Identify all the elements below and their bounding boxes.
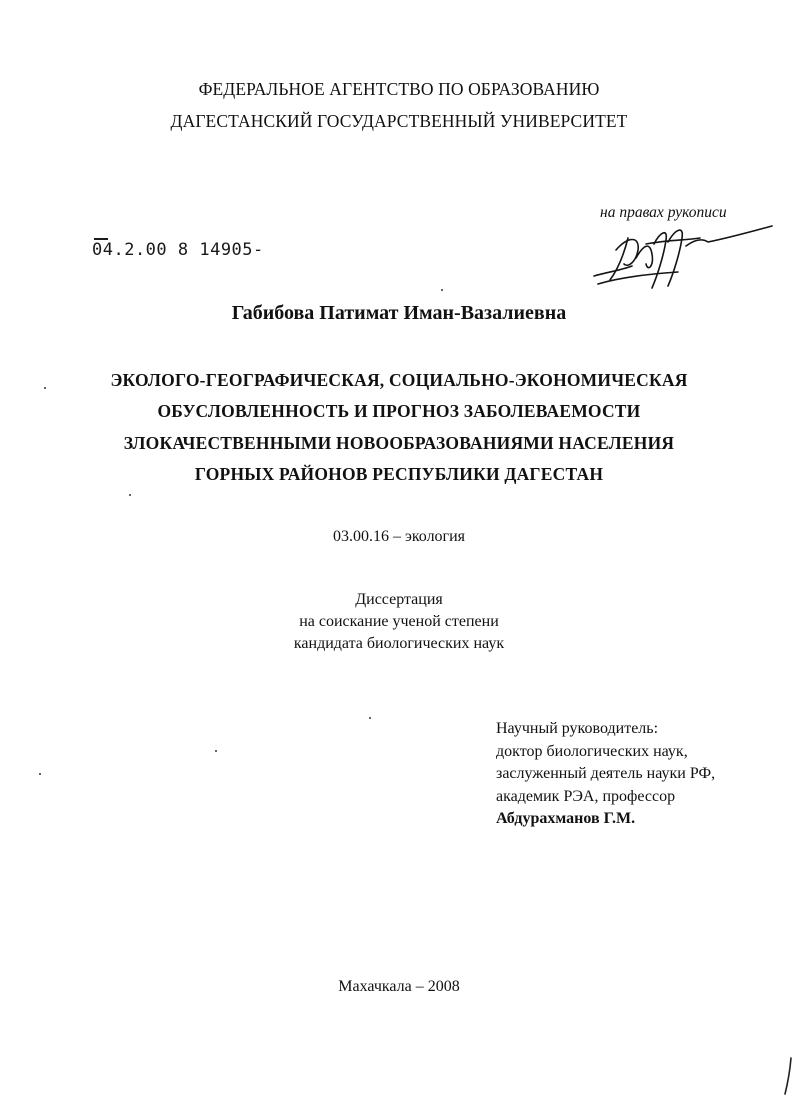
stamp-dash: - xyxy=(253,240,264,260)
scan-speck xyxy=(44,387,46,389)
stamp-overline xyxy=(94,238,108,240)
specialty-code: 03.00.16 – экология xyxy=(332,528,466,545)
degree-line: на соискание ученой степени xyxy=(299,613,499,630)
supervisor-rank: академик РЭА, профессор xyxy=(496,787,676,805)
degree-field: кандидата биологических наук xyxy=(293,635,505,652)
supervisor-label: Научный руководитель: xyxy=(496,720,659,737)
scan-speck xyxy=(39,773,41,775)
edge-mark xyxy=(783,1056,793,1096)
supervisor-name: Абдурахманов Г.М. xyxy=(496,810,636,827)
scan-speck xyxy=(129,494,131,496)
author-name: Габибова Патимат Иман-Вазалиевна xyxy=(231,302,567,324)
supervisor-degree: доктор биологических наук, xyxy=(496,742,688,760)
scan-speck xyxy=(369,717,371,719)
scan-speck xyxy=(441,289,443,291)
stamp-number: 04.2.00 8 14905 xyxy=(92,240,254,260)
title-line-2: ОБУСЛОВЛЕННОСТЬ И ПРОГНОЗ ЗАБОЛЕВАЕМОСТИ xyxy=(157,401,641,421)
university-name: ДАГЕСТАНСКИЙ ГОСУДАРСТВЕННЫЙ УНИВЕРСИТЕТ xyxy=(170,111,628,131)
supervisor-honor: заслуженный деятель науки РФ, xyxy=(496,765,716,782)
scan-speck xyxy=(215,750,217,752)
title-line-4: ГОРНЫХ РАЙОНОВ РЕСПУБЛИКИ ДАГЕСТАН xyxy=(194,464,604,484)
archive-stamp xyxy=(92,240,264,260)
handwritten-signature xyxy=(588,214,778,294)
title-line-1: ЭКОЛОГО-ГЕОГРАФИЧЕСКАЯ, СОЦИАЛЬНО-ЭКОНОМИЧЕСКАЯ xyxy=(110,370,688,390)
manuscript-note: на правах рукописи xyxy=(600,204,727,221)
supervisor-block xyxy=(496,718,715,831)
agency-name: ФЕДЕРАЛЬНОЕ АГЕНТСТВО ПО ОБРАЗОВАНИЮ xyxy=(198,79,600,99)
city-year: Махачкала – 2008 xyxy=(338,978,460,995)
title-line-3: ЗЛОКАЧЕСТВЕННЫМИ НОВООБРАЗОВАНИЯМИ НАСЕЛЕНИЯ xyxy=(123,433,675,453)
dissertation-label: Диссертация xyxy=(355,591,443,608)
